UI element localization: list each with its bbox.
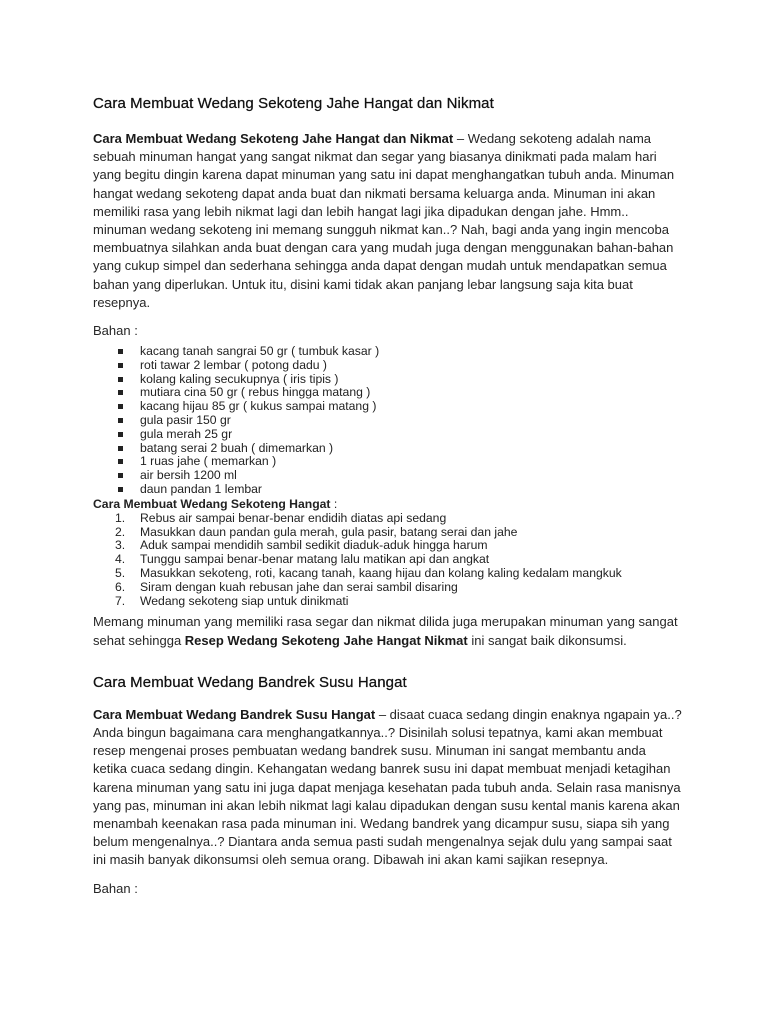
section2-title: Cara Membuat Wedang Bandrek Susu Hangat [93, 673, 407, 691]
section1-intro-text: – Wedang sekoteng adalah nama sebuah minuman hangat yang sangat nikmat dan segar yang biasanya dinikmati pada malam hari yang begitu dingin karena dapat minuman yang satu ini dapat menghangatkan tubuh anda. Minuman hangat wedang sekoteng dapat anda buat dan nikmati bersama keluarga anda. Minuman ini akan memiliki rasa yang lebih nikmat lagi dan lebih hangat lagi jika dipadukan dengan jahe. Hmm.. minuman wedang sekoteng ini memang sungguh nikmat kan..? Nah, bagi anda yang ingin mencoba membuatnya silahkan anda buat dengan cara yang mudah juga dengan menggunakan bahan-bahan yang cukup simpel dan sederhana sehingga anda dapat dengan mudah untuk mendapatkan semua bahan yang diperlukan. Untuk itu, disini kami tidak akan panjang lebar langsung saja kita buat resepnya. [93, 131, 675, 310]
step-text: Tunggu sampai benar-benar matang lalu matikan api dan angkat [140, 552, 490, 567]
method-step [115, 538, 683, 553]
ingredient-item [140, 386, 683, 400]
bullet-square-icon [118, 404, 123, 409]
step-number: 7. [115, 593, 126, 608]
ingredient-item [140, 373, 683, 387]
ingredient-text: roti tawar 2 lembar ( potong dadu ) [140, 357, 327, 372]
ingredient-text: daun pandan 1 lembar [140, 482, 262, 496]
section1-closing-pre: Memang minuman yang memiliki rasa segar dan nikmat dilida juga merupakan minuman yang sangat sehat sehingga [93, 614, 678, 648]
section2-intro-text: – disaat cuaca sedang dingin enaknya ngapain ya..? Anda bingun bagaimana cara menghangatkannya..? Disinilah solusi tepatnya, kami akan membuat resep mengenai proses pembuatan wedang bandrek susu. Minuman ini sangat membantu anda ketika cuaca sedang dingin. Kehangatan wedang banrek susu ini dapat membuat menjadi ketagihan karena minuman yang satu ini juga dapat menjaga kesehatan pada tubuh anda. Selain rasa manisnya yang pas, minuman ini akan lebih nikmat lagi kalau dipadukan dengan susu kental manis karena akan menambah keenakan rasa pada minuman ini. Wedang bandrek yang dicampur susu, siapa sih yang belum mengenalnya..? Diantara anda semua pasti sudah mengenalnya sejak dulu yang sampai saat ini masih banyak dikonsumsi oleh semua orang. Dibawah ini akan kami sajikan resepnya. [93, 706, 682, 868]
ingredient-item [140, 455, 683, 469]
section1-closing-post: ini sangat baik dikonsumsi. [467, 632, 627, 648]
step-text: Masukkan sekoteng, roti, kacang tanah, kaang hijau dan kolang kaling kedalam mangkuk [140, 565, 622, 580]
section1-bahan-label: Bahan : [93, 323, 138, 339]
step-number: 5. [115, 565, 126, 580]
ingredient-item [140, 345, 683, 359]
bullet-square-icon [118, 390, 123, 395]
bullet-square-icon [118, 377, 123, 382]
method-step [115, 510, 683, 526]
ingredient-text: kolang kaling secukupnya ( iris tipis ) [140, 371, 339, 386]
method-step [115, 565, 683, 581]
section1-intro-bold: Cara Membuat Wedang Sekoteng Jahe Hangat dan Nikmat [93, 131, 454, 146]
step-text: Aduk sampai mendidih sambil sedikit diaduk-aduk hingga harum [140, 538, 488, 553]
method-title [93, 497, 683, 512]
ingredient-text: kacang tanah sangrai 50 gr ( tumbuk kasar ) [140, 344, 380, 359]
method-step [115, 552, 683, 567]
step-text: Rebus air sampai benar-benar endidih diatas api sedang [140, 510, 447, 525]
step-text: Masukkan daun pandan gula merah, gula pasir, batang serai dan jahe [140, 524, 518, 539]
section2-bahan-label: Bahan : [93, 880, 138, 896]
ingredient-item [140, 469, 683, 483]
section1-title: Cara Membuat Wedang Sekoteng Jahe Hangat dan Nikmat [93, 95, 494, 112]
method-title-bold: Cara Membuat Wedang Sekoteng Hangat [93, 496, 331, 511]
section2-intro [93, 706, 683, 870]
step-number: 4. [115, 552, 126, 567]
bullet-square-icon [118, 473, 123, 478]
step-text: Siram dengan kuah rebusan jahe dan serai sambil disaring [140, 579, 458, 594]
ingredient-text: kacang hijau 85 gr ( kukus sampai matang ) [140, 399, 377, 414]
step-number: 2. [115, 524, 126, 539]
section2-intro-bold: Cara Membuat Wedang Bandrek Susu Hangat [93, 706, 376, 722]
ingredient-text: air bersih 1200 ml [140, 468, 237, 483]
method-title-colon: : [330, 496, 338, 511]
ingredient-item [140, 483, 683, 497]
bullet-square-icon [118, 459, 123, 464]
bullet-square-icon [118, 418, 123, 423]
bullet-square-icon [118, 363, 123, 368]
section1-intro [93, 130, 683, 312]
ingredient-text: gula merah 25 gr [140, 426, 233, 441]
method-steps [93, 512, 683, 609]
bullet-square-icon [118, 432, 123, 437]
ingredient-text: mutiara cina 50 gr ( rebus hingga matang ) [140, 385, 371, 400]
method-step [115, 524, 683, 540]
method-step [115, 593, 683, 609]
ingredient-item [140, 428, 683, 442]
ingredient-item [140, 442, 683, 456]
ingredient-text: 1 ruas jahe ( memarkan ) [140, 454, 277, 469]
step-number: 1. [115, 510, 126, 525]
ingredient-item [140, 359, 683, 373]
section1-closing-bold: Resep Wedang Sekoteng Jahe Hangat Nikmat [184, 632, 468, 648]
section1-closing [93, 613, 683, 649]
ingredient-text: gula pasir 150 gr [140, 413, 231, 428]
ingredient-text: batang serai 2 buah ( dimemarkan ) [140, 440, 334, 455]
article-content [93, 94, 683, 898]
method-step [115, 579, 683, 595]
bullet-square-icon [118, 487, 123, 492]
ingredient-item [140, 400, 683, 414]
bullet-square-icon [118, 349, 123, 354]
ingredient-list [93, 345, 683, 497]
step-number: 6. [115, 579, 126, 594]
step-number: 3. [115, 538, 126, 553]
step-text: Wedang sekoteng siap untuk dinikmati [140, 593, 349, 608]
bullet-square-icon [118, 446, 123, 451]
ingredient-item [140, 414, 683, 428]
